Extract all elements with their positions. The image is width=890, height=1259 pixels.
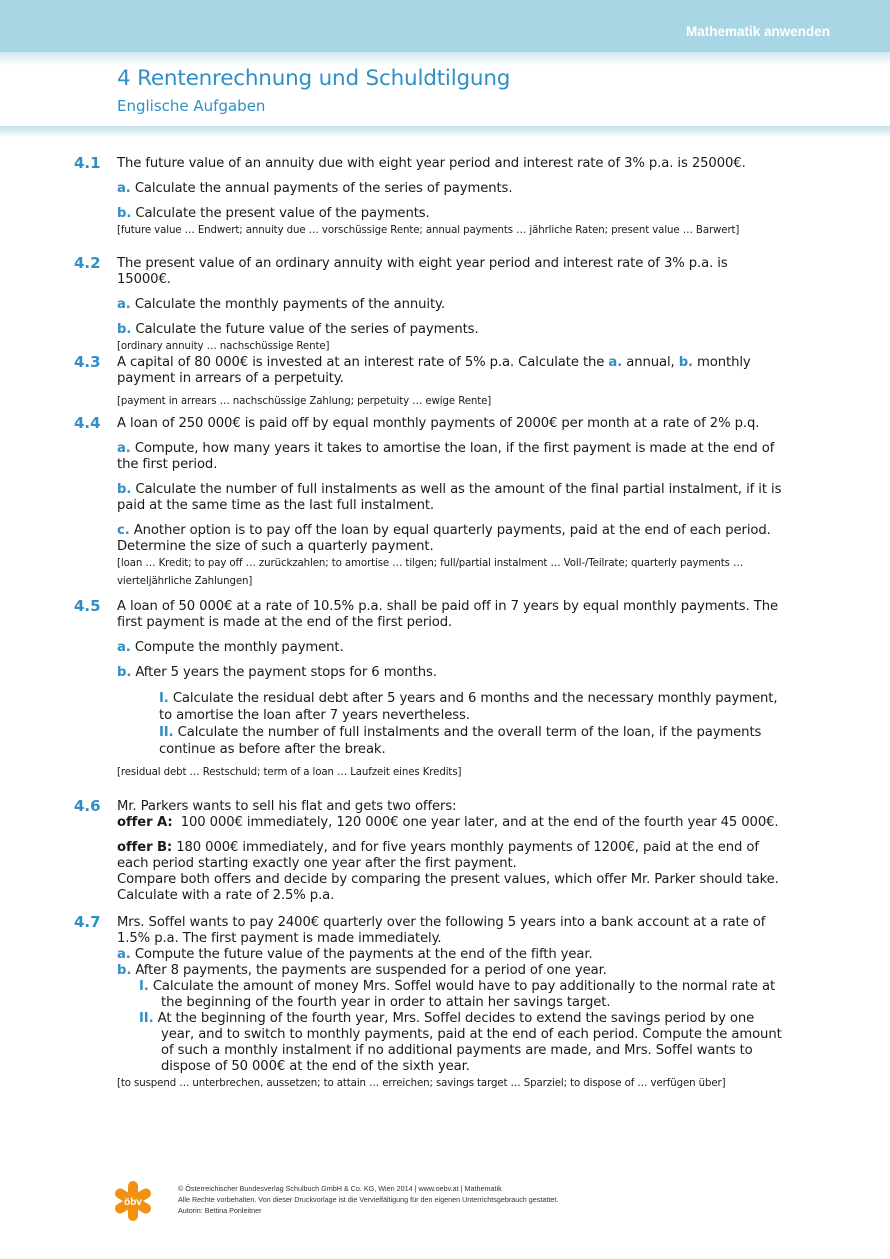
- part-text: Calculate the annual payments of the series of payments.: [134, 181, 513, 196]
- task-text: A capital of 80 000€ is invested at an interest rate of 5% p.a. Calculate the a. annual, b. monthly payment in arrears of a perpetuity.: [117, 355, 751, 386]
- task-4-3: [117, 355, 785, 411]
- task-4-2: [117, 256, 785, 356]
- band-label: Mathematik anwenden: [685, 24, 830, 39]
- task-part-b: [117, 665, 785, 681]
- task-4-1: [117, 156, 785, 240]
- task-part-a: [117, 640, 785, 656]
- task-4-7: [117, 915, 785, 1093]
- task-part-c: [117, 523, 785, 555]
- part-text: Calculate the amount of money Mrs. Soffel would have to pay additionally to the normal rate at the beginning of the fourth year in order to attain her savings target.: [152, 979, 776, 1010]
- task-part-b: [117, 322, 785, 338]
- vocab-note: [payment in arrears … nachschüssige Zahlung; perpetuity … ewige Rente]: [117, 396, 492, 407]
- part-label: b.: [678, 355, 693, 370]
- part-label: a.: [117, 947, 131, 962]
- header-band: [0, 0, 890, 52]
- part-label: II.: [139, 1011, 154, 1026]
- part-label: c.: [117, 523, 130, 538]
- task-text: Mrs. Soffel wants to pay 2400€ quarterly over the following 5 years into a bank account at a rate of 1.5% p.a. The first payment is made immediately.: [117, 915, 766, 946]
- task-number: 4.3: [74, 353, 101, 371]
- subpart-i: [117, 979, 785, 1011]
- offer-label: offer A:: [117, 815, 173, 830]
- part-text: After 5 years the payment stops for 6 months.: [135, 665, 437, 680]
- task-number: 4.7: [74, 913, 101, 931]
- task-part-a: [117, 441, 785, 473]
- header-rule: [0, 126, 890, 137]
- part-label: b.: [117, 665, 132, 680]
- footer-line: Alle Rechte vorbehalten. Von dieser Druckvorlage ist die Vervielfältigung für den eigenen Unterrichtsgebrauch gestattet.: [178, 1195, 559, 1204]
- part-label: b.: [117, 482, 132, 497]
- part-text: Calculate the monthly payments of the annuity.: [134, 297, 445, 312]
- part-label: I.: [159, 691, 169, 706]
- task-4-4: [117, 416, 785, 591]
- footer-line: Autorin: Bettina Ponleitner: [178, 1206, 262, 1215]
- part-text: Calculate the number of full instalments as well as the amount of the final partial instalment, if it is paid at the same time as the last full instalment.: [117, 482, 782, 513]
- part-text: Calculate the number of full instalments and the overall term of the loan, if the payments continue as before after the break.: [159, 725, 762, 757]
- subpart-i: [117, 690, 785, 724]
- part-label: a.: [117, 640, 131, 655]
- vocab-note: [residual debt … Restschuld; term of a loan … Laufzeit eines Kredits]: [117, 767, 462, 778]
- task-text: A loan of 250 000€ is paid off by equal monthly payments of 2000€ per month at a rate of 2% p.q.: [117, 416, 760, 431]
- vocab-note: [ordinary annuity … nachschüssige Rente]: [117, 341, 330, 352]
- subpart-ii: [117, 724, 785, 758]
- task-number: 4.1: [74, 154, 101, 172]
- task-part-a: [117, 181, 785, 197]
- part-text: Another option is to pay off the loan by equal quarterly payments, paid at the end of each period. Determine the size of such a quarterly payment.: [117, 523, 771, 554]
- task-part-b: [117, 963, 785, 979]
- vocab-note: [to suspend … unterbrechen, aussetzen; to attain … erreichen; savings target … Sparziel; to dispose of … verfügen über]: [117, 1078, 726, 1089]
- part-label: a.: [117, 441, 131, 456]
- task-number: 4.2: [74, 254, 101, 272]
- part-text: Compute, how many years it takes to amortise the loan, if the first payment is made at the end of the first period.: [117, 441, 775, 472]
- task-text: A loan of 50 000€ at a rate of 10.5% p.a. shall be paid off in 7 years by equal monthly payments. The first payment is made at the end of the first period.: [117, 599, 778, 630]
- part-label: a.: [117, 297, 131, 312]
- task-text: The present value of an ordinary annuity with eight year period and interest rate of 3% p.a. is 15000€.: [117, 256, 728, 287]
- task-part-b: [117, 482, 785, 514]
- part-label: I.: [139, 979, 149, 994]
- task-number: 4.5: [74, 597, 101, 615]
- vocab-note: [loan … Kredit; to pay off … zurückzahlen; to amortise … tilgen; full/partial instalment … Voll-/Teilrate; quarterly payments … vierteljährliche Zahlungen]: [117, 558, 744, 587]
- part-label: a.: [608, 355, 623, 370]
- offer-a: [117, 815, 785, 831]
- chapter-subtitle: Englische Aufgaben: [117, 97, 266, 115]
- part-text: After 8 payments, the payments are suspended for a period of one year.: [135, 963, 607, 978]
- task-text: The future value of an annuity due with eight year period and interest rate of 3% p.a. is 25000€.: [117, 156, 746, 171]
- compare-text: Compare both offers and decide by comparing the present values, which offer Mr. Parker should take.: [117, 872, 779, 887]
- task-number: 4.6: [74, 797, 101, 815]
- chapter-title: 4 Rentenrechnung und Schuldtilgung: [117, 66, 511, 91]
- rate-text: Calculate with a rate of 2.5% p.a.: [117, 888, 335, 903]
- part-label: b.: [117, 963, 132, 978]
- task-number: 4.4: [74, 414, 101, 432]
- subpart-ii: [117, 1011, 785, 1075]
- oebv-logo: [112, 1180, 154, 1222]
- part-text: Calculate the present value of the payments.: [135, 206, 430, 221]
- part-text: At the beginning of the fourth year, Mrs. Soffel decides to extend the savings period by one year, and to switch to monthly payments, paid at the end of each period. Compute the amount of such a monthly instalment if no additional payments are made, and Mrs. Soffel wants to dispose of 50 000€ at the end of the sixth year.: [157, 1011, 782, 1074]
- task-part-a: [117, 947, 785, 963]
- offer-b: [117, 840, 785, 872]
- offer-text: 180 000€ immediately, and for five years monthly payments of 1200€, paid at the end of each period starting exactly one year after the first payment.: [117, 840, 759, 871]
- footer-line: © Österreichischer Bundesverlag Schulbuch GmbH & Co. KG, Wien 2014 | www.oebv.at | Mathematik: [178, 1184, 502, 1193]
- task-part-a: [117, 297, 785, 313]
- task-4-6: [117, 799, 785, 904]
- task-text: Mr. Parkers wants to sell his flat and gets two offers:: [117, 799, 457, 814]
- task-4-5: [117, 599, 785, 782]
- part-label: b.: [117, 206, 132, 221]
- offer-label: offer B:: [117, 840, 173, 855]
- part-label: b.: [117, 322, 132, 337]
- title-block: [117, 64, 510, 118]
- part-text: Compute the future value of the payments at the end of the fifth year.: [134, 947, 593, 962]
- offer-text: 100 000€ immediately, 120 000€ one year later, and at the end of the fourth year 45 000€.: [180, 815, 779, 830]
- part-text: Compute the monthly payment.: [134, 640, 344, 655]
- part-text: Calculate the future value of the series of payments.: [135, 322, 479, 337]
- part-text: Calculate the residual debt after 5 years and 6 months and the necessary monthly payment, to amortise the loan after 7 years nevertheless.: [159, 691, 778, 723]
- task-part-b: [117, 206, 785, 222]
- vocab-note: [future value … Endwert; annuity due … vorschüssige Rente; annual payments … jährliche Raten; present value … Barwert]: [117, 225, 740, 236]
- footer: [178, 1183, 558, 1216]
- logo-text: öbv: [124, 1197, 142, 1208]
- part-label: II.: [159, 725, 174, 740]
- part-label: a.: [117, 181, 131, 196]
